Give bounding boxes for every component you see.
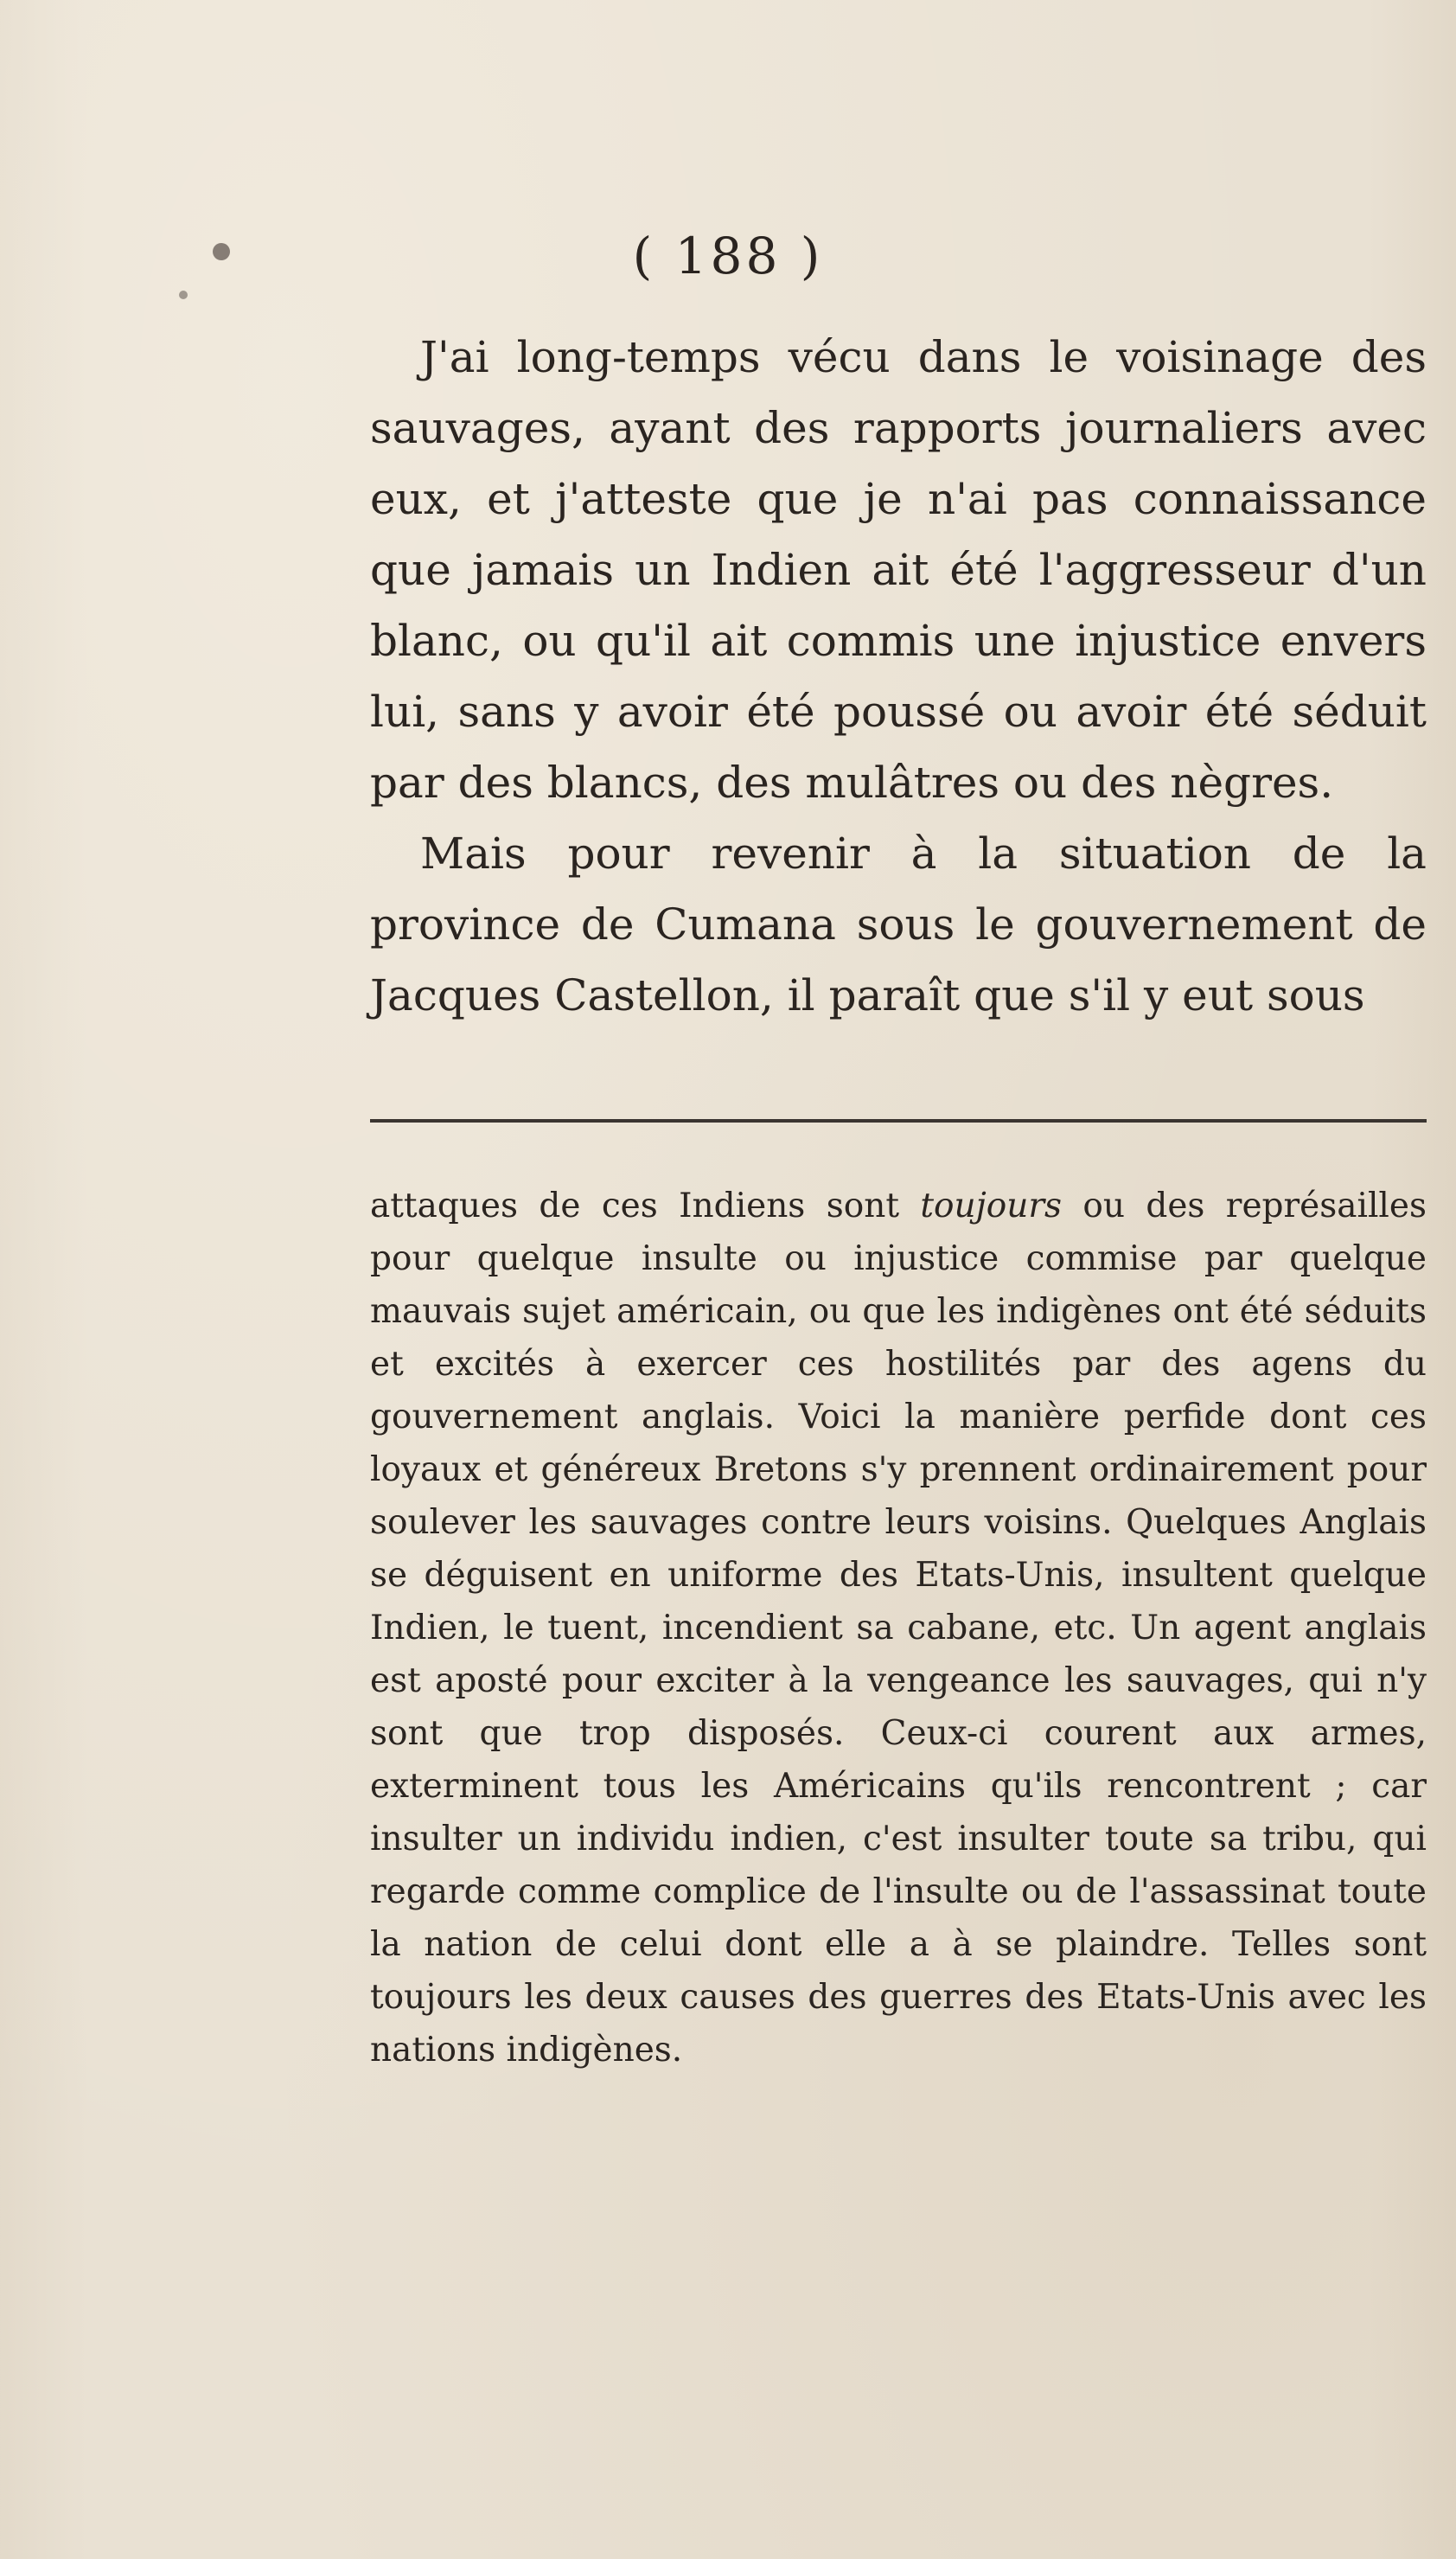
footnote-text-rest: ou des représailles pour quelque insulte ou injustice commise par quelque mauvais sujet américain, ou que les indigènes ont été séduits et excités à exercer ces hostilités par des agens du gouvernement anglais. Voici la manière perfide dont ces loyaux et généreux Bretons s'y prennent ordinairement pour soulever les sauvages contre leurs voisins. Quelques Anglais se déguisent en uniforme des Etats-Unis, insultent quelque Indien, le tuent, incendient sa cabane, etc. Un agent anglais est aposté pour exciter à la vengeance les sauvages, qui n'y sont que trop disposés. Ceux-ci courent aux armes, exterminent tous les Américains qu'ils rencontrent ; car insulter un individu indien, c'est insulter toute sa tribu, qui regarde comme complice de l'insulte ou de l'assassinat toute la nation de celui dont elle a à se plaindre. Telles sont toujours les deux causes des guerres des Etats-Unis avec les nations indigènes. xyxy=(370,1187,1427,2070)
footnote-text-start: attaques de ces Indiens sont xyxy=(370,1187,921,1225)
main-text xyxy=(370,322,1427,1031)
footnote-divider xyxy=(370,1119,1427,1123)
page-number: ( 188 ) xyxy=(632,227,824,285)
footnote-emphasis: toujours xyxy=(920,1187,1062,1225)
ink-spot xyxy=(179,291,188,299)
footnote-text xyxy=(370,1180,1427,2076)
paragraph-1: J'ai long-temps vécu dans le voisinage des sauvages, ayant des rapports journaliers avec eux, et j'atteste que je n'ai pas connaissance que jamais un Indien ait été l'aggresseur d'un blanc, ou qu'il ait commis une injustice envers lui, sans y avoir été poussé ou avoir été séduit par des blancs, des mulâtres ou des nègres. xyxy=(370,332,1427,808)
paragraph-2: Mais pour revenir à la situation de la province de Cumana sous le gouvernement de Jacques Castellon, il paraît que s'il y eut sous xyxy=(370,828,1427,1020)
